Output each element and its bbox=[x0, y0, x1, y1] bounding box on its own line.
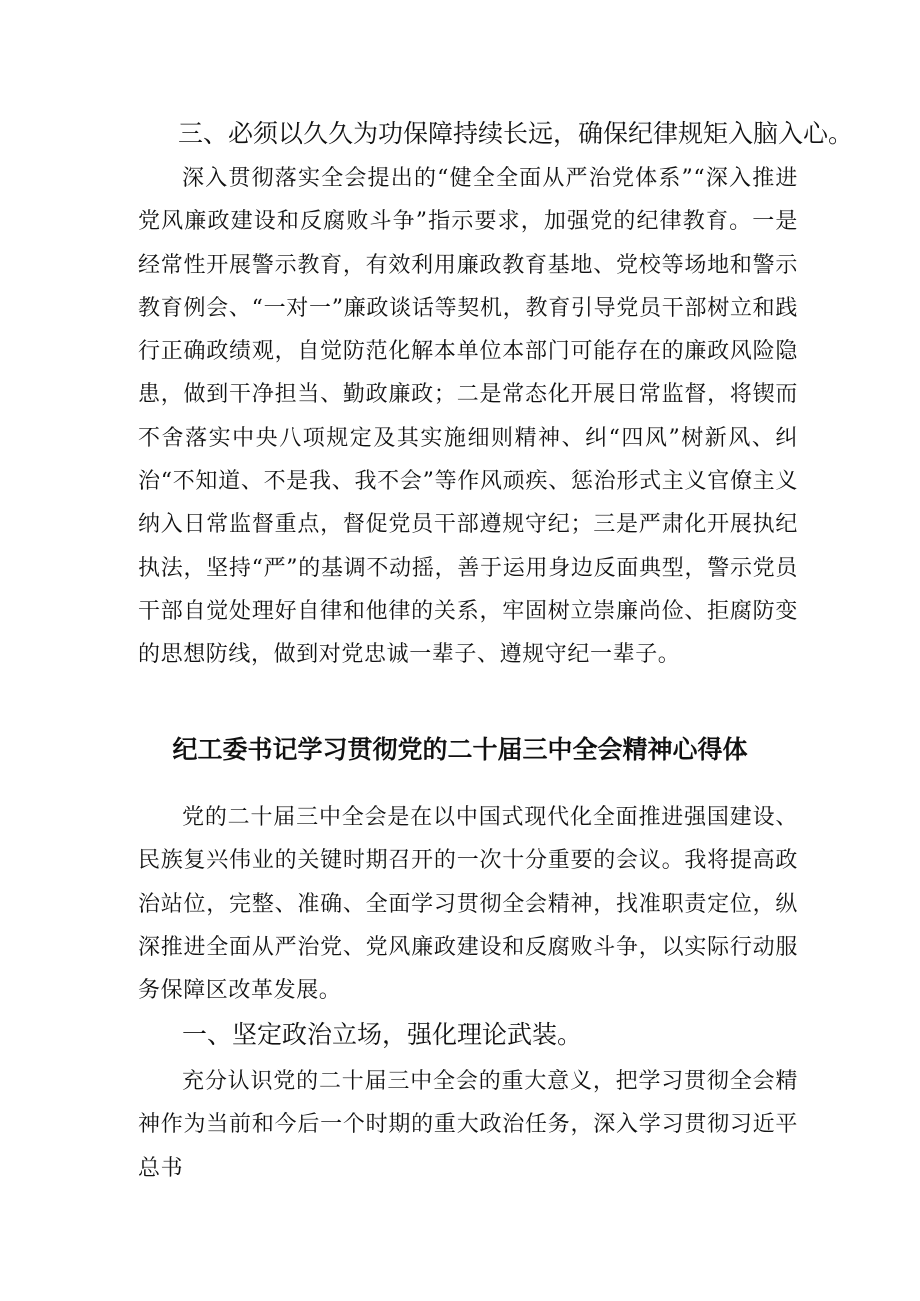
intro-paragraph: 党的二十届三中全会是在以中国式现代化全面推进强国建设、民族复兴伟业的关键时期召开的一次十分重要的会议。我将提高政治站位，完整、准确、全面学习贯彻全会精神，找准职责定位，纵深推进全面从严治党、党风廉政建设和反腐败斗争，以实际行动服务保障区改革发展。 bbox=[138, 805, 798, 1004]
section-3-paragraph: 深入贯彻落实全会提出的“健全全面从严治党体系”“深入推进党风廉政建设和反腐败斗争”指示要求，加强党的纪律教育。一是经常性开展警示教育，有效利用廉政教育基地、党校等场地和警示教育例会、“一对一”廉政谈话等契机，教育引导党员干部树立和践行正确政绩观，自觉防范化解本单位本部门可能存在的廉政风险隐患，做到干净担当、勤政廉政；二是常态化开展日常监督，将锲而不舍落实中央八项规定及其实施细则精神、纠“四风”树新风、纠治“不知道、不是我、我不会”等作风顽疾、惩治形式主义官僚主义纳入日常监督重点，督促党员干部遵规守纪；三是严肃化开展执纪执法，坚持“严”的基调不动摇，善于运用身边反面典型，警示党员干部自觉处理好自律和他律的关系，牢固树立崇廉尚俭、拒腐防变的思想防线，做到对党忠诚一辈子、遵规守纪一辈子。 bbox=[138, 166, 798, 668]
document-title: 纪工委书记学习贯彻党的二十届三中全会精神心得体 bbox=[172, 735, 748, 764]
section-1-paragraph: 充分认识党的二十届三中全会的重大意义，把学习贯彻全会精神作为当前和今后一个时期的重大政治任务，深入学习贯彻习近平总书 bbox=[138, 1069, 798, 1181]
section-1-heading: 一、坚定政治立场，强化理论武装。 bbox=[182, 1020, 583, 1049]
section-3-heading: 三、必须以久久为功保障持续长远，确保纪律规矩入脑入心。 bbox=[178, 119, 854, 148]
